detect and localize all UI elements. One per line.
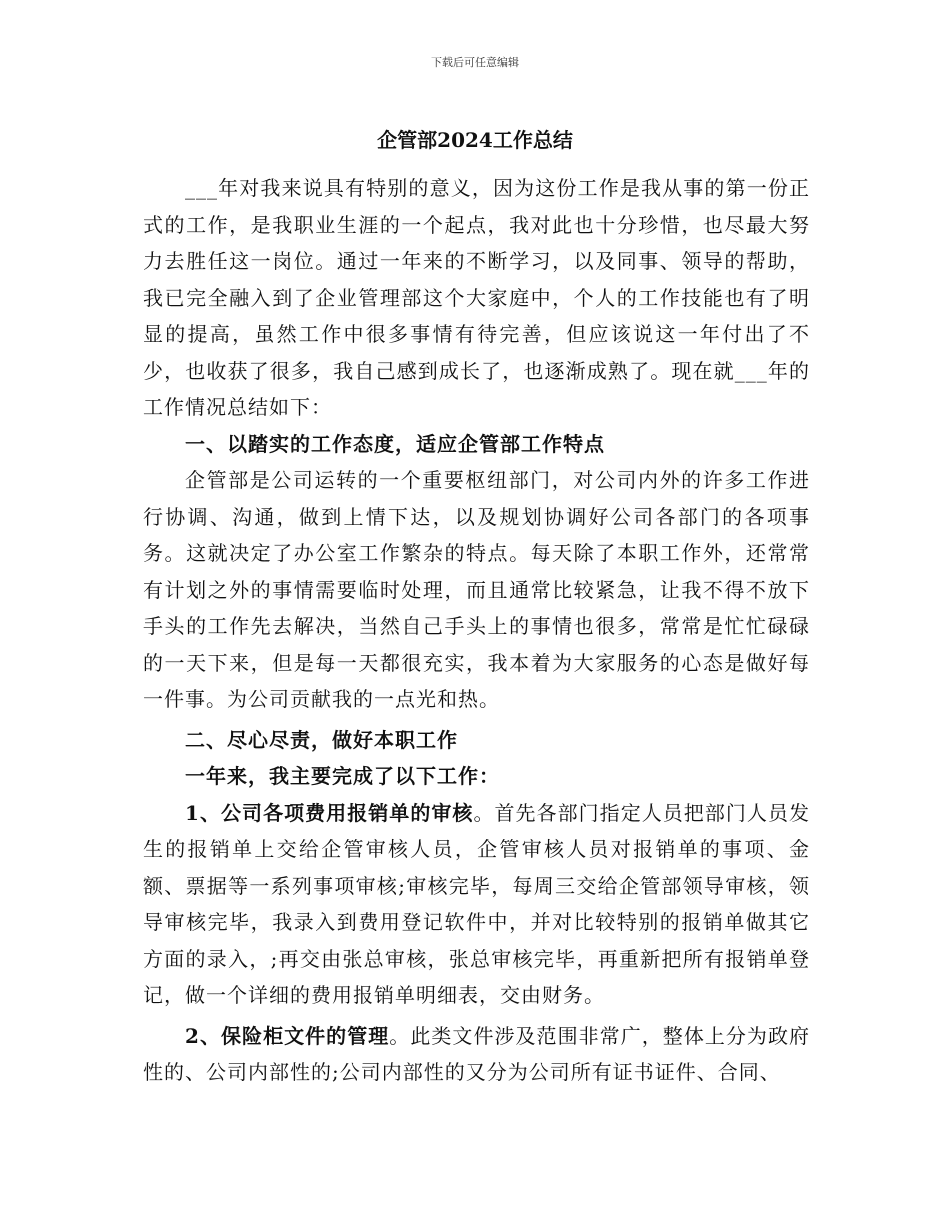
section-1-paragraph: 企管部是公司运转的一个重要枢纽部门，对公司内外的许多工作进行协调、沟通，做到上情下达，以及规划协调好公司各部门的各项事务。这就决定了办公室工作繁杂的特点。每天除了本职工作外，还常常有计划之外的事情需要临时处理，而且通常比较紧急，让我不得不放下手头的工作先去解决，当然自己手头上的事情也很多，常常是忙忙碌碌的一天下来，但是每一天都很充实，我本着为大家服务的心态是做好每一件事。为公司贡献我的一点光和热。	[143, 468, 810, 711]
document-title: 企管部2024工作总结	[377, 128, 573, 152]
document-body	[143, 170, 810, 1091]
work-item-1-body: 。首先各部门指定人员把部门人员发生的报销单上交给企管审核人员，企管审核人员对报销单的事项、金额、票据等一系列事项审核;审核完毕，每周三交给企管部领导审核，领导审核完毕，我录入到费用登记软件中，并对比较特别的报销单做其它方面的录入，;再交由张总审核，张总审核完毕，再重新把所有报销单登记，做一个详细的费用报销单明细表，交由财务。	[143, 800, 810, 1007]
work-item-2-body: 。此类文件涉及范围非常广，整体上分为政府性的、公司内部性的;公司内部性的又分为公司所有证书证件、合同、	[143, 1023, 811, 1084]
section-2-subheading: 一年来，我主要完成了以下工作：	[185, 764, 500, 788]
work-item-2-lead: 2、保险柜文件的管理	[185, 1023, 390, 1048]
work-item-1-lead: 1、公司各项费用报销单的审核	[185, 800, 474, 825]
section-2-heading: 二、尽心尽责，做好本职工作	[185, 727, 458, 752]
header-note: 下载后可任意编辑	[431, 56, 519, 69]
section-1-heading: 一、以踏实的工作态度，适应企管部工作特点	[185, 431, 605, 456]
work-item-2	[143, 1018, 810, 1091]
work-item-1	[143, 795, 810, 1014]
intro-paragraph: ___年对我来说具有特别的意义，因为这份工作是我从事的第一份正式的工作，是我职业生涯的一个起点，我对此也十分珍惜，也尽最大努力去胜任这一岗位。通过一年来的不断学习，以及同事、领导的帮助，我已完全融入到了企业管理部这个大家庭中，个人的工作技能也有了明显的提高，虽然工作中很多事情有待完善，但应该说这一年付出了不少，也收获了很多，我自己感到成长了，也逐渐成熟了。现在就___年的工作情况总结如下：	[143, 176, 810, 419]
